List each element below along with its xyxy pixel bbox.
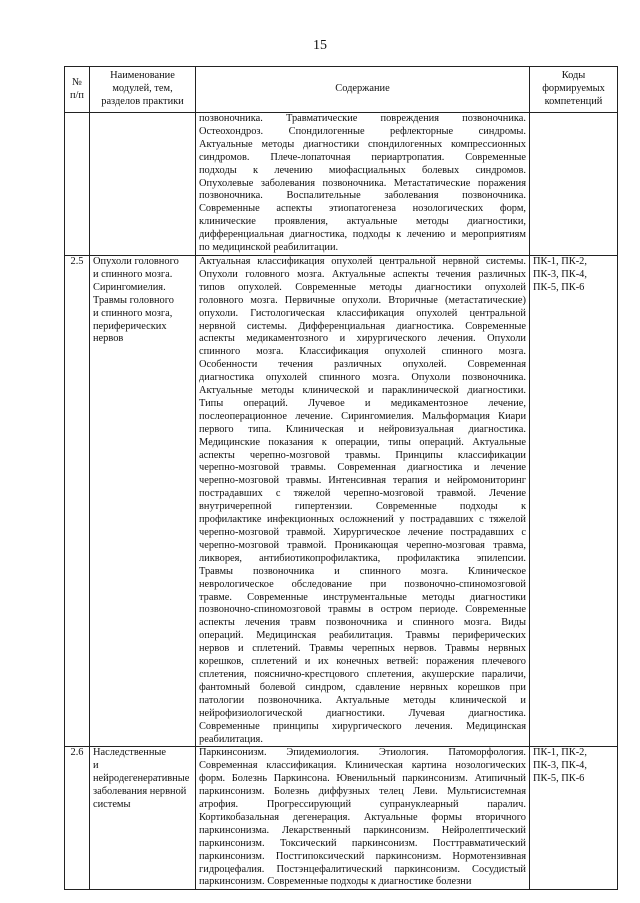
module-name-line: и спинного мозга, [93,307,173,319]
module-name-line: Наследственные [93,747,166,759]
content-line: корешков, сплетений и их конечных ветвей: поражения плечевого [199,656,526,668]
table-row [65,113,618,256]
content-line: синдромов. Плече-лопаточная периартропатия. Современные [199,151,526,163]
competency-code-line: ПК-1, ПК-2, [533,255,587,267]
header-codes [530,67,618,113]
competency-codes [530,113,618,256]
header-num-line: № [72,76,82,88]
content-line: реабилитация. [199,733,263,745]
header-name-line: модулей, тем, [112,83,173,95]
content-line: паркинсонизма. Лекарственный паркинсонизм. Нейролептический [199,824,526,836]
content-line: ликворея, антибиотикопрофилактика, профилактика эпилепсии. [199,552,526,564]
header-num [65,67,90,113]
content-line: Особенности течения различных опухолей. Современная [199,359,526,371]
content-line: нервов и сплетений. Травмы черепных нервов. Травмы нервных [199,643,526,655]
content-line: Современная классификация. Клиническая картина нозологических [199,760,526,772]
content-line: патологии позвоночника. Актуальные методы клинической и [199,694,526,706]
module-name-line: и [93,760,99,772]
competency-code-line: ПК-5, ПК-6 [533,281,585,293]
content-line: Травмы позвоночника и спинного мозга. Клиническое [199,565,526,577]
content-line: дифференциальная диагностика, подходы к лечению и мероприятиям [199,229,526,241]
content-line: Современные принципы хирургического лечения. Медицинская [199,720,526,732]
module-content [196,747,530,890]
header-content: Содержание [196,67,530,113]
competency-code-line: ПК-5, ПК-6 [533,773,585,785]
competency-codes [530,747,618,890]
content-line: операций. Медицинская реабилитация. Травмы периферических [199,630,526,642]
module-name [90,255,196,746]
content-line: позвоночника. Травматические повреждения позвоночника. [199,113,526,124]
content-line: Опухолевые заболевания позвоночника. Метастатические поражения [199,177,526,189]
content-line: аспекты черепно-мозговой травмы. Принципы классификации [199,449,526,461]
content-line: подходы к лечению миофасциальных болевых синдромов. [199,164,526,176]
content-line: пострадавших с тяжелой черепно-мозговой травмой. Лечение [199,488,526,500]
module-name-line: нервов [93,333,124,345]
content-line: аспекты лечения травм позвоночника и спинного мозга. Виды [199,617,526,629]
competency-code-line: ПК-3, ПК-4, [533,268,587,280]
module-name-line: Травмы головного [93,294,174,306]
content-line: неврологическое обследование при позвоночно-спиномозговой [199,578,526,590]
content-line: паркинсонизм. Токсический паркинсонизм. Посттравматический [199,837,526,849]
header-num-line: п/п [69,89,84,101]
content-line: паркинсонизм. Современные подходы к диагностике болезни [199,876,472,888]
competency-codes [530,255,618,746]
module-content [196,255,530,746]
header-codes-line: формируемых [542,83,605,95]
table-header-row [65,67,618,113]
content-line: позвоночника. Воспалительные заболевания позвоночника. [199,190,526,202]
module-name-line: нейродегенеративные [93,773,190,785]
content-line: внутричерепной гипертензии. Современные подходы к [199,501,526,513]
header-codes-line: Коды [561,70,586,82]
content-line: фантомный болевой синдром, сдавление нервных корешков при [199,681,526,693]
header-codes-line: компетенций [544,95,603,107]
content-line: Типы операций. Лучевое и медикаментозное лечение, [199,397,526,409]
module-name-line: и спинного мозга. [93,268,173,280]
module-content [196,113,530,256]
content-line: Остеохондроз. Спондилогенные рефлекторные синдромы. [199,125,526,137]
row-number: 2.6 [65,747,90,890]
content-line: паркинсонизм. Болезнь диффузных телец Леви. Мультисистемная [199,786,526,798]
page-number: 15 [313,38,327,53]
competency-code-line: ПК-3, ПК-4, [533,760,587,772]
content-line: аспекты медикаментозного и хирургического лечения. Опухоли [199,333,526,345]
content-line: диагностика опухолей спинного мозга. Опухоли позвоночника. [199,372,526,384]
content-line: Медицинские показания к операции, типы операций. Актуальные [199,436,526,448]
module-name [90,113,196,256]
row-number [65,113,90,256]
content-line: профилактике инфекционных осложнений у пострадавших с тяжелой [199,514,526,526]
content-line: сплетения, пояснично-крестцового сплетения, акушерские параличи, [199,668,526,680]
module-name-line: периферических [93,320,167,332]
content-line: Актуальные методы диагностики спондилогенных компрессионных [199,138,526,150]
table-row [65,255,618,746]
content-line: черепно-мозговой травмой. Проникающая черепно-мозговая травма, [199,539,526,551]
content-line: паркинсонизм. Постгипоксический паркинсонизм. Нормотензивная [199,850,526,862]
content-line: Актуальная классификация опухолей центральной нервной системы. [199,255,526,267]
module-name-line: Сирингомиелия. [93,281,166,293]
content-line: черепно-мозговой травмы. Современная диагностика и лечение [199,462,526,474]
content-line: типов опухолей. Современные методы диагностики опухолей [199,281,526,293]
content-line: Кортикобазальная дегенерация. Актуальные формы вторичного [199,811,526,823]
content-line: черепно-мозговой травмой. Хирургическое лечение пострадавших с [199,527,526,538]
content-line: форм. Болезнь Паркинсона. Ювенильный паркинсонизм. Атипичный [199,773,526,785]
content-line: травме. Современные инструментальные методы диагностики [199,591,526,603]
content-line: головного мозга. Первичные опухоли. Вторичные (метастатические) [199,294,526,306]
module-name-line: Опухоли головного [93,255,179,267]
content-line: по медицинской реабилитации. [199,242,339,254]
module-name-line: заболевания нервной [93,786,187,798]
content-line: черепно-мозговой травмы. Интенсивная терапия и нейромониторинг [199,475,526,487]
module-name [90,747,196,890]
content-line: атрофия. Прогрессирующий супрануклеарный паралич. [199,799,526,811]
content-line: Паркинсонизм. Эпидемиология. Этиология. Патоморфология. [199,747,526,759]
content-line: нейрофизиологической диагностики. Лучевая диагностика. [199,707,526,719]
content-line: Актуальные методы клинической и параклинической диагностики. [199,385,526,397]
content-line: спинного мозга. Классификация опухолей спинного мозга. [199,346,526,358]
content-line: первого типа. Клиническая и нейровизуальная диагностика. [199,423,526,435]
content-line: опухоли. Гистологическая классификация опухолей центральной [199,307,526,319]
content-line: послеоперационное лечение. Сирингомиелия. Мальформация Киари [199,410,526,422]
row-number: 2.5 [65,255,90,746]
header-name-line: разделов практики [101,95,184,107]
competency-code-line: ПК-1, ПК-2, [533,747,587,759]
content-line: позвоночно-спиномозговой травмы в остром периоде. Современные [199,604,526,616]
header-name [90,67,196,113]
table-row [65,747,618,890]
module-name-line: системы [93,799,131,811]
content-line: нервной системы. Дифференциальная диагностика. Современные [199,320,526,332]
content-line: Современные аспекты этиопатогенеза нозологических форм, [199,203,526,215]
header-name-line: Наименование [110,70,175,82]
curriculum-table [64,66,618,890]
content-line: Опухоли головного мозга. Актуальные аспекты течения различных [199,268,526,280]
content-line: клинические проявления, актуальные методы диагностики, [199,216,526,228]
content-line: гидроцефалия. Постэнцефалитический паркинсонизм. Сосудистый [199,863,526,875]
